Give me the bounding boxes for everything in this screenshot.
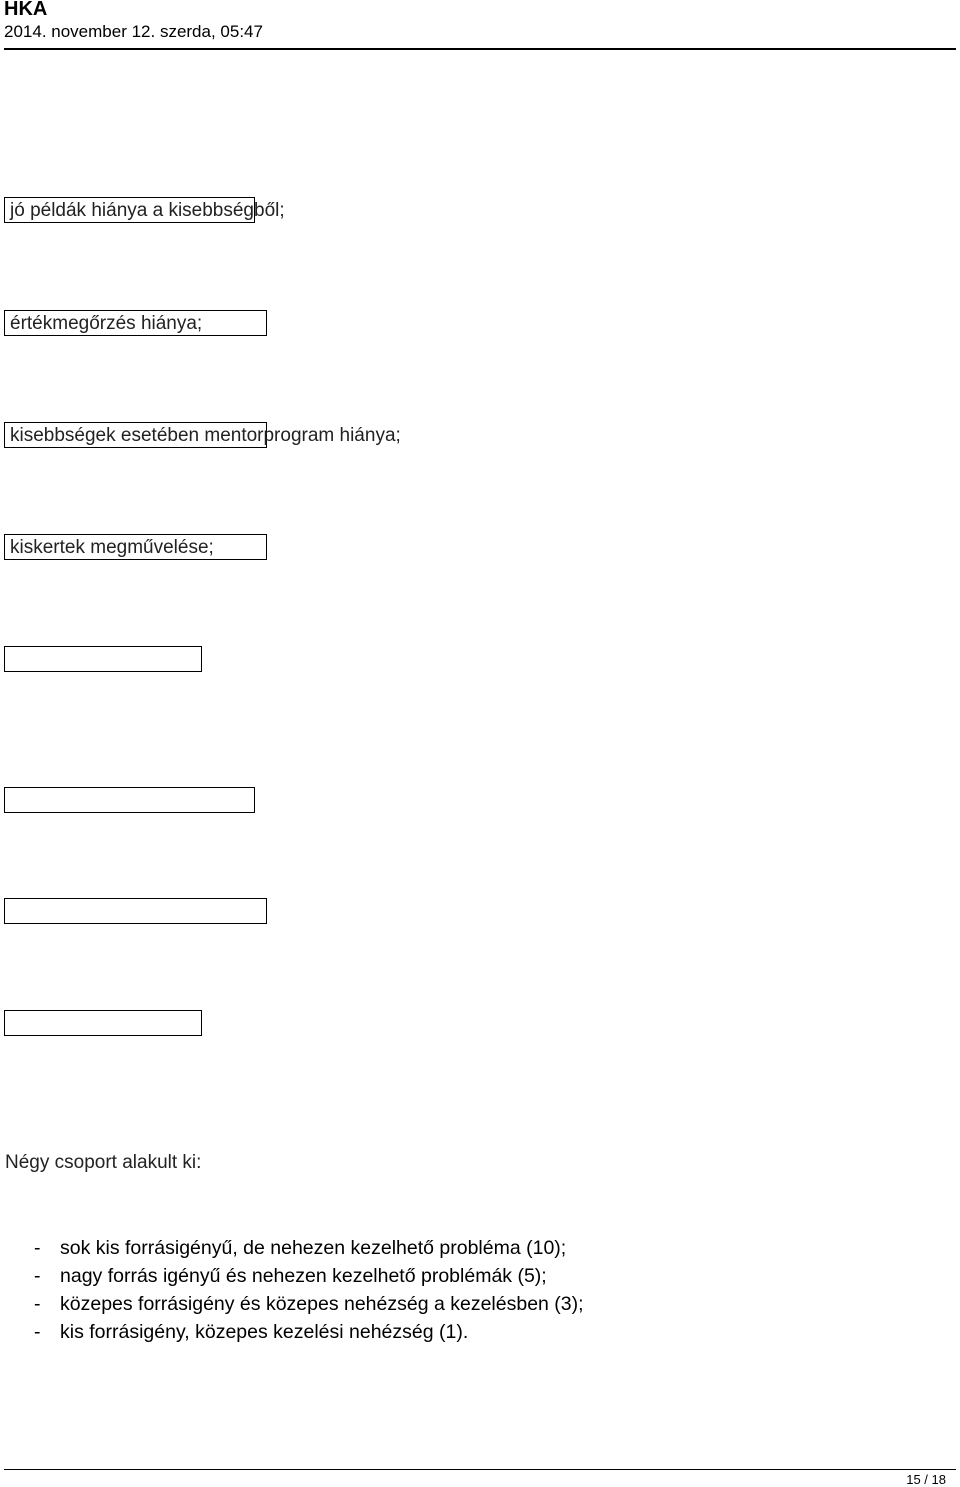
list-item <box>34 1262 584 1290</box>
group-list <box>34 1234 584 1346</box>
list-item-text: sok kis forrásigényű, de nehezen kezelhető probléma (10); <box>60 1237 567 1259</box>
text-field-value-3: kisebbségek esetében mentorprogram hiánya; <box>10 425 401 446</box>
list-item-text: közepes forrásigény és közepes nehézség a kezelésben (3); <box>60 1293 584 1315</box>
page-number: 15 / 18 <box>906 1472 946 1487</box>
list-marker: - <box>34 1321 41 1343</box>
list-item <box>34 1234 584 1262</box>
header-date: 2014. november 12. szerda, 05:47 <box>4 22 263 41</box>
header-divider <box>4 48 956 50</box>
footer-divider <box>4 1469 956 1470</box>
list-marker: - <box>34 1265 41 1287</box>
text-field-box-6[interactable] <box>4 787 255 813</box>
text-field-value-1: jó példák hiánya a kisebbségből; <box>10 200 285 221</box>
text-field-box-7[interactable] <box>4 898 267 924</box>
list-marker: - <box>34 1237 41 1259</box>
groups-intro: Négy csoport alakult ki: <box>5 1152 202 1173</box>
text-field-value-2: értékmegőrzés hiánya; <box>10 313 203 334</box>
list-marker: - <box>34 1293 41 1315</box>
list-item <box>34 1290 584 1318</box>
text-field-box-8[interactable] <box>4 1010 202 1036</box>
text-field-value-4: kiskertek megművelése; <box>10 537 214 558</box>
list-item-text: kis forrásigény, közepes kezelési nehézség (1). <box>60 1321 469 1343</box>
text-field-box-5[interactable] <box>4 646 202 672</box>
list-item <box>34 1318 584 1346</box>
list-item-text: nagy forrás igényű és nehezen kezelhető problémák (5); <box>60 1265 547 1287</box>
page-header-title: HKA <box>4 0 48 20</box>
